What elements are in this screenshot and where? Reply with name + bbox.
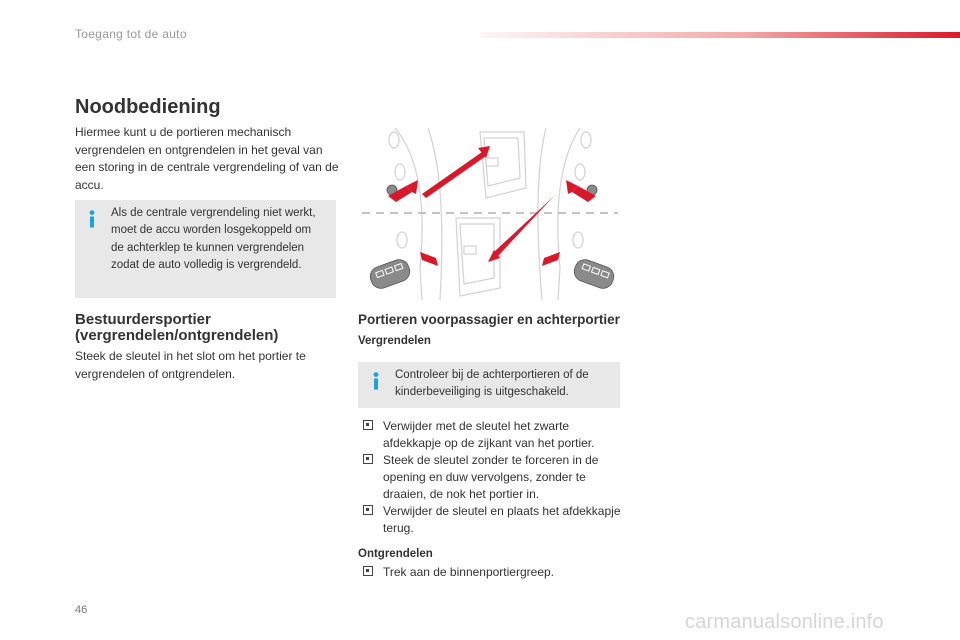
unlock-step (363, 564, 643, 581)
step-text: Trek aan de binnenportiergreep. (383, 565, 554, 579)
info-icon (371, 372, 381, 390)
page-number: 46 (75, 604, 88, 616)
info-box-text: Controleer bij de achterportieren of de kinderbeveiliging is uitgeschakeld. (395, 369, 589, 399)
checkbox-bullet-icon (363, 454, 373, 464)
driver-door-heading-line1: Bestuurdersportier (75, 311, 211, 328)
passenger-doors-heading: Portieren voorpassagier en achterportier (358, 312, 620, 327)
checkbox-bullet-icon (363, 420, 373, 430)
step-text: Steek de sleutel zonder te forceren in de opening en duw vervolgens, zonder te draaien, de nok het portier in. (383, 453, 599, 501)
page-title: Noodbediening (75, 96, 221, 118)
watermark: carmanualsonline.info (685, 611, 884, 633)
section-title: Toegang tot de auto (75, 27, 187, 41)
step-text: Verwijder de sleutel en plaats het afdekkapje terug. (383, 504, 621, 535)
door-lock-illustration (360, 128, 622, 300)
lock-subheading: Vergrendelen (358, 335, 431, 347)
list-item (363, 418, 623, 452)
driver-door-text: Steek de sleutel in het slot om het portier te vergrendelen of ontgrendelen. (75, 349, 306, 381)
info-box-text: Als de centrale vergrendeling niet werkt, moet de accu worden losgekoppeld om de achterklep te kunnen vergrendelen zodat de auto volledig is vergrendeld. (111, 207, 316, 272)
checkbox-bullet-icon (363, 505, 373, 515)
step-text: Verwijder met de sleutel het zwarte afdekkapje op de zijkant van het portier. (383, 419, 595, 450)
checkbox-bullet-icon (363, 566, 373, 576)
info-box-battery (75, 200, 336, 298)
info-box-child-lock (358, 362, 620, 408)
list-item (363, 503, 623, 537)
list-item (363, 452, 623, 503)
info-icon (87, 210, 97, 228)
driver-door-heading-line2: (vergrendelen/ontgrendelen) (75, 327, 279, 344)
unlock-subheading: Ontgrendelen (358, 548, 433, 560)
driver-door-heading (75, 312, 345, 344)
lock-steps-list (363, 418, 623, 537)
header-accent-bar (480, 32, 960, 38)
intro-paragraph: Hiermee kunt u de portieren mechanisch vergrendelen en ontgrendelen in het geval van een storing in de centrale vergrendeling of van de accu. (75, 125, 339, 192)
